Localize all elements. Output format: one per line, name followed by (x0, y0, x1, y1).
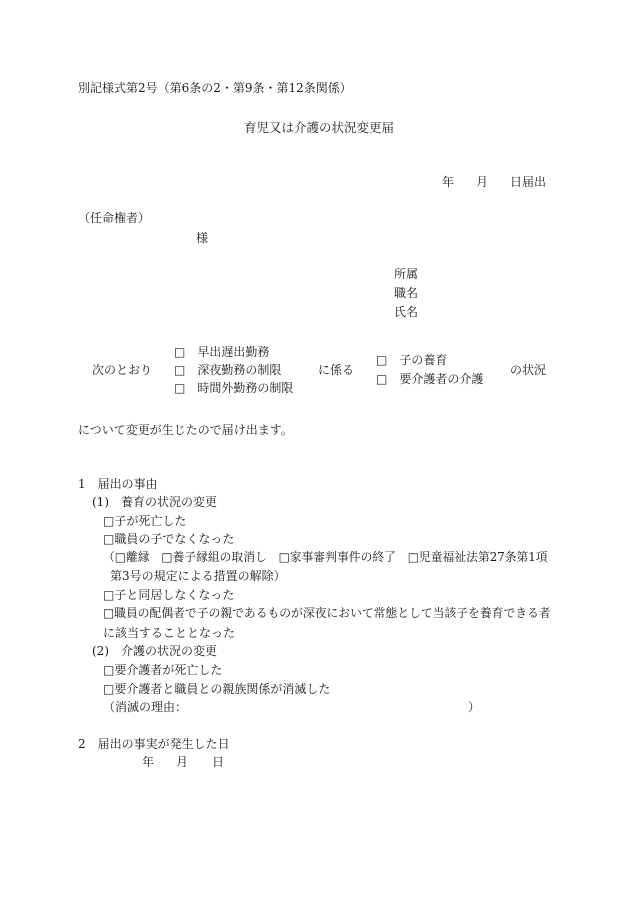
duty-option-early-late[interactable]: □ 早出遅出勤務 (174, 345, 270, 359)
name-label: 氏名 (394, 305, 419, 319)
statement-suffix: の状況 (510, 363, 547, 377)
document-title: 育児又は介護の状況変更届 (244, 120, 395, 135)
duty-option-night-limit[interactable]: □ 深夜勤務の制限 (174, 363, 282, 377)
occurrence-year: 年 (142, 755, 155, 769)
nursing-reason-close: ） (468, 700, 481, 714)
childcare-change-heading: (1) 養育の状況の変更 (92, 495, 217, 509)
statement-prefix: 次のとおり (92, 363, 153, 377)
childcare-item-child-died[interactable]: □子が死亡した (103, 514, 187, 528)
affiliation-label: 所属 (394, 267, 419, 281)
childcare-item-reasons[interactable]: （□離縁 □養子縁組の取消し □家事審判事件の終了 □児童福祉法第27条第1項 (103, 550, 548, 564)
honorific: 様 (196, 231, 209, 245)
childcare-item-reasons-cont: 第3号の規定による措置の解除） (110, 569, 286, 583)
section2-heading: 2 届出の事実が発生した日 (78, 737, 230, 751)
nursing-change-heading: (2) 介護の状況の変更 (92, 644, 217, 658)
section1-heading: 1 届出の事由 (78, 477, 158, 491)
duty-option-overtime-limit[interactable]: □ 時間外勤務の制限 (174, 381, 294, 395)
submission-day: 日届出 (510, 175, 547, 189)
statement-closing: について変更が生じたので届け出ます。 (78, 423, 293, 437)
childcare-item-spouse-can-care-cont: に該当することとなった (103, 626, 236, 640)
occurrence-month: 月 (176, 755, 189, 769)
target-option-nursing[interactable]: □ 要介護者の介護 (376, 372, 484, 386)
submission-month: 月 (476, 175, 489, 189)
form-reference: 別記様式第2号（第6条の2・第9条・第12条関係） (78, 81, 352, 95)
submission-year: 年 (442, 175, 455, 189)
nursing-reason-label: （消滅の理由： (103, 700, 188, 714)
nursing-item-person-died[interactable]: □要介護者が死亡した (103, 663, 223, 677)
occurrence-day: 日 (212, 755, 225, 769)
statement-connector: に係る (318, 363, 355, 377)
nursing-item-relation-ended[interactable]: □要介護者と職員との親族関係が消滅した (103, 682, 331, 696)
position-label: 職名 (394, 286, 419, 300)
appointer-label: （任命権者） (78, 211, 151, 225)
target-option-childcare[interactable]: □ 子の養育 (376, 353, 448, 367)
childcare-item-not-cohabiting[interactable]: □子と同居しなくなった (103, 588, 235, 602)
childcare-item-spouse-can-care[interactable]: □職員の配偶者で子の親であるものが深夜において常態として当該子を養育できる者 (103, 606, 551, 620)
childcare-item-no-longer-child[interactable]: □職員の子でなくなった (103, 532, 235, 546)
